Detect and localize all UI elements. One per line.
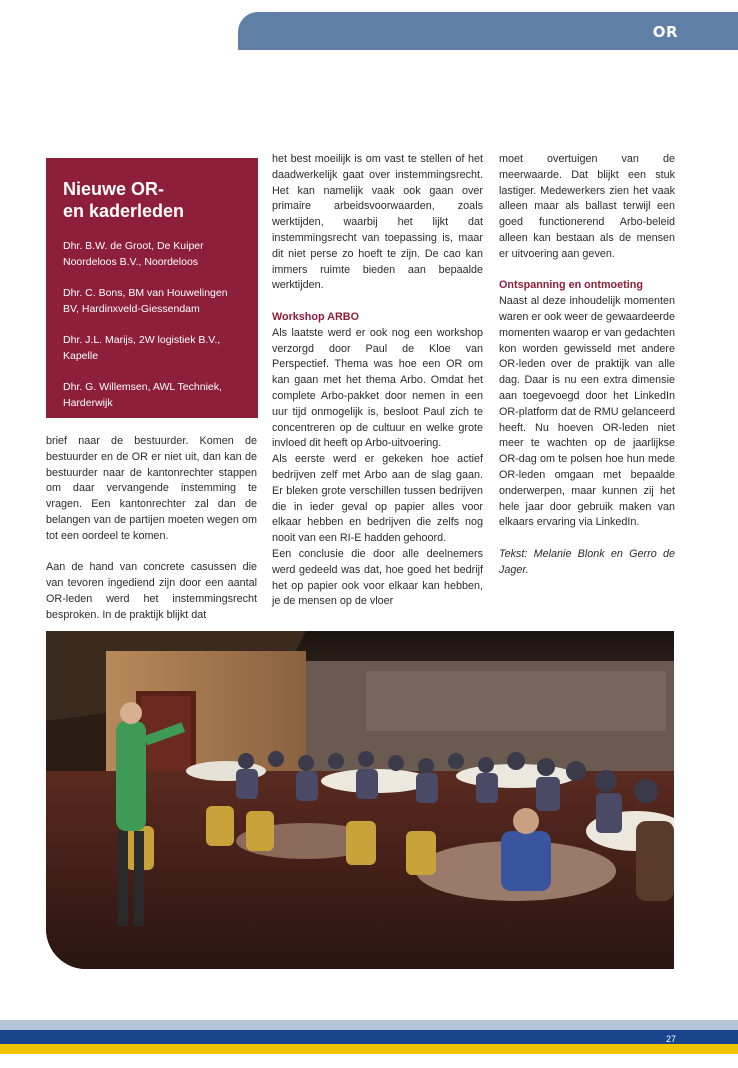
sidebar-entry: Dhr. G. Willemsen, AWL Techniek, Harderwijk: [63, 381, 222, 409]
section-tab: [238, 12, 738, 50]
sidebar-entry: Dhr. C. Bons, BM van Houwelingen BV, Hardinxveld-Giessendam: [63, 287, 228, 315]
paragraph: Aan de hand van concrete casussen die van tevoren ingediend zijn door een aantal OR-leden werd het instemmingsrecht besproken. In de praktijk blijkt dat: [46, 561, 257, 621]
paragraph: Als laatste werd er ook nog een workshop verzorgd door Paul de Kloe van Perspectief. Thema was hoe een OR om kan gaan met het thema Arbo. Omdat het complete Arbo-pakket door nemen in een uur tijd onmogelijk is, besloot Paul zich te concentreren op de cultuur en welke grote invloed dit heeft op Arbo-uitvoering.: [272, 326, 483, 450]
event-photo: [46, 631, 674, 969]
footer-band-blue: [0, 1030, 738, 1044]
sidebar-entry: Dhr. J.L. Marijs, 2W logistiek B.V., Kapelle: [63, 334, 221, 362]
text-column-2: [272, 152, 483, 610]
sidebar-title-line2: en kaderleden: [63, 201, 185, 221]
footer-band-yellow: [0, 1044, 738, 1054]
text-column-1: [46, 434, 257, 624]
section-tab-label: OR: [652, 23, 678, 41]
section-heading: Workshop ARBO: [272, 310, 359, 323]
footer-band-light: [0, 1020, 738, 1030]
sidebar-box: [46, 158, 258, 418]
sidebar-title-line1: Nieuwe OR-: [63, 179, 165, 199]
paragraph: Naast al deze inhoudelijk momenten waren er ook weer de gewaardeerde momenten waarop er van gedachten kon worden gewisseld met andere OR-leden over de praktijk van alle dag. Daar is nu een extra dimensie aan toegevoegd door het LinkedIn OR-platform dat de RMU gelanceerd heeft. Nu hoeven OR-leden niet meer te wachten op de jaarlijkse OR-dag om te polsen hoe hun mede OR-leden omgaan met bepaalde onderwerpen, maar kunnen zij het hele jaar door gebruik maken van elkaars ervaring via LinkedIn.: [499, 295, 675, 529]
paragraph: het best moeilijk is om vast te stellen of het daadwerkelijk gaat over instemmingsrecht. Het kan namelijk vaak ook gaan over primaire arbeidsvoorwaarden, zoals werktijden, waarbij het lijkt dat instemmingsrecht van toepassing is, maar dit niet perse zo hoeft te zijn. De cao kan immers ruimte bieden aan bepaalde werktijden.: [272, 153, 483, 292]
paragraph: Een conclusie die door alle deelnemers werd gedeeld was dat, hoe goed het bedrijf het op papier ook voor elkaar kan hebben, je de mensen op de vloer: [272, 547, 483, 608]
sidebar-entry: Dhr. B.W. de Groot, De Kuiper Noordeloos B.V., Noordeloos: [63, 240, 204, 268]
text-column-3: [499, 152, 675, 579]
section-heading: Ontspanning en ontmoeting: [499, 279, 643, 292]
author-credit: Tekst: Melanie Blonk en Gerro de Jager.: [499, 547, 675, 576]
paragraph: Als eerste werd er gekeken hoe actief bedrijven zelf met Arbo aan de slag gaan. Er bleken grote verschillen tussen bedrijven die in ieder geval op papier alles voor elkaar hebben en bedrijven die zelfs nog nooit van een RI-E hadden gehoord.: [272, 453, 483, 545]
paragraph: brief naar de bestuurder. Komen de bestuurder en de OR er niet uit, dan kan de bestuurder naar de kantonrechter stappen om daar vervangende instemming te vragen. Een kantonrechter zal dan de belangen van de partijen moeten wegen om tot een oordeel te komen.: [46, 435, 257, 542]
page-number: 27: [665, 1034, 676, 1044]
paragraph: moet overtuigen van de meerwaarde. Dat blijkt een stuk lastiger. Medewerkers zien het vaak alleen maar als ballast terwijl een goed functionerend Arbo-beleid alleen kan bestaan als de mensen er uitvoering aan geven.: [499, 153, 675, 260]
sidebar-title: [63, 178, 244, 222]
